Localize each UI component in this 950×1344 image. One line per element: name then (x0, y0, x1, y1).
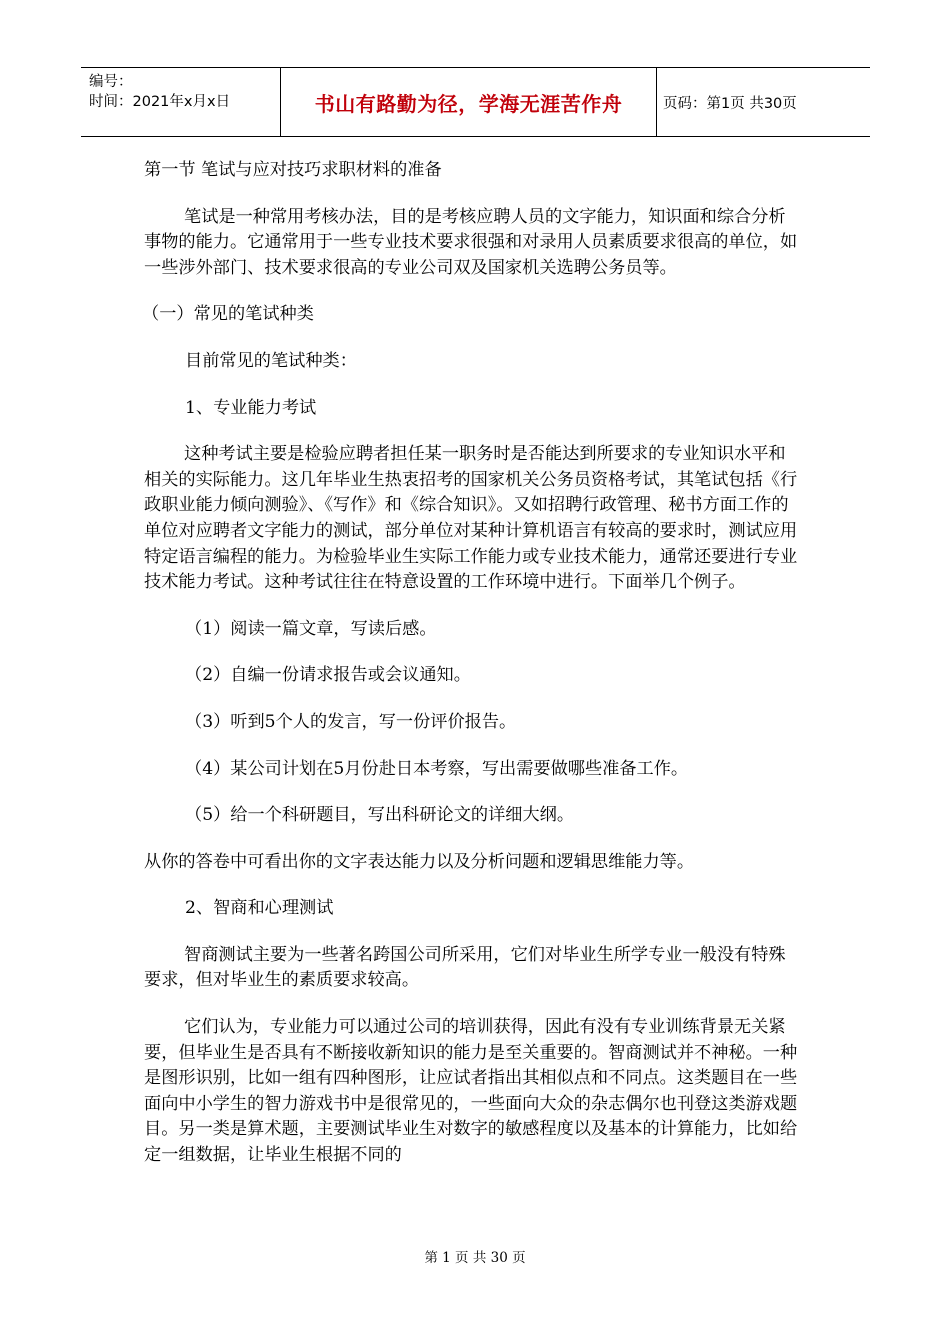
example-item: （4）某公司计划在5月份赴日本考察，写出需要做哪些准备工作。 (185, 758, 689, 779)
header-meta (81, 68, 281, 136)
types-intro: 目前常见的笔试种类： (185, 350, 357, 371)
time-label: 时间：2021年x月x日 (89, 94, 231, 110)
examples-summary: 从你的答卷中可看出你的文字表达能力以及分析问题和逻辑思维能力等。 (144, 851, 695, 872)
type2-paragraph-2: 它们认为，专业能力可以通过公司的培训获得，因此有没有专业训练背景无关紧要，但毕业生是否具有不断接收新知识的能力是至关重要的。智商测试并不神秘。一种是图形识别，比如一组有四种图形，让应试者指出其相似点和不同点。这类题目在一些面向中小学生的智力游戏书中是很常见的，一些面向大众的杂志偶尔也刊登这类游戏题目。另一类是算术题，主要测试毕业生对数字的敏感程度以及基本的计算能力，比如给定一组数据，让毕业生根据不同的 (144, 1017, 798, 1166)
type2-paragraph-1: 智商测试主要为一些著名跨国公司所采用，它们对毕业生所学专业一般没有特殊要求，但对毕业生的素质要求较高。 (144, 944, 786, 991)
example-item: （5）给一个科研题目，写出科研论文的详细大纲。 (185, 805, 575, 826)
example-item: （1）阅读一篇文章，写读后感。 (185, 618, 437, 639)
number-label: 编号： (89, 74, 133, 90)
type1-title: 1、专业能力考试 (185, 397, 317, 418)
subheading-written-test-types: （一）常见的笔试种类 (142, 304, 314, 325)
document-body (144, 158, 800, 1169)
type2-title: 2、智商和心理测试 (185, 898, 334, 919)
page-footer: 第 1 页 共 30 页 (424, 1250, 526, 1266)
header-motto-cell (281, 68, 657, 136)
example-item: （2）自编一份请求报告或会议通知。 (185, 665, 471, 686)
example-item: （3）听到5个人的发言，写一份评价报告。 (185, 711, 517, 732)
type1-paragraph: 这种考试主要是检验应聘者担任某一职务时是否能达到所要求的专业知识水平和相关的实际能力。这几年毕业生热衷招考的国家机关公务员资格考试，其笔试包括《行政职业能力倾向测验》、《写作》和《综合知识》。又如招聘行政管理、秘书方面工作的单位对应聘者文字能力的测试，部分单位对某种计算机语言有较高的要求时，测试应用特定语言编程的能力。为检验毕业生实际工作能力或专业技术能力，通常还要进行专业技术能力考试。这种考试往往在特意设置的工作环境中进行。下面举几个例子。 (144, 444, 798, 593)
intro-paragraph: 笔试是一种常用考核办法，目的是考核应聘人员的文字能力，知识面和综合分析事物的能力。它通常用于一些专业技术要求很强和对录用人员素质要求很高的单位，如一些涉外部门、技术要求很高的专业公司双及国家机关选聘公务员等。 (144, 206, 798, 278)
page-header (81, 67, 870, 137)
motto: 书山有路勤为径，学海无涯苦作舟 (314, 91, 623, 116)
header-page-info: 页码：第1页 共30页 (663, 95, 797, 112)
section-title: 第一节 笔试与应对技巧求职材料的准备 (144, 160, 442, 180)
